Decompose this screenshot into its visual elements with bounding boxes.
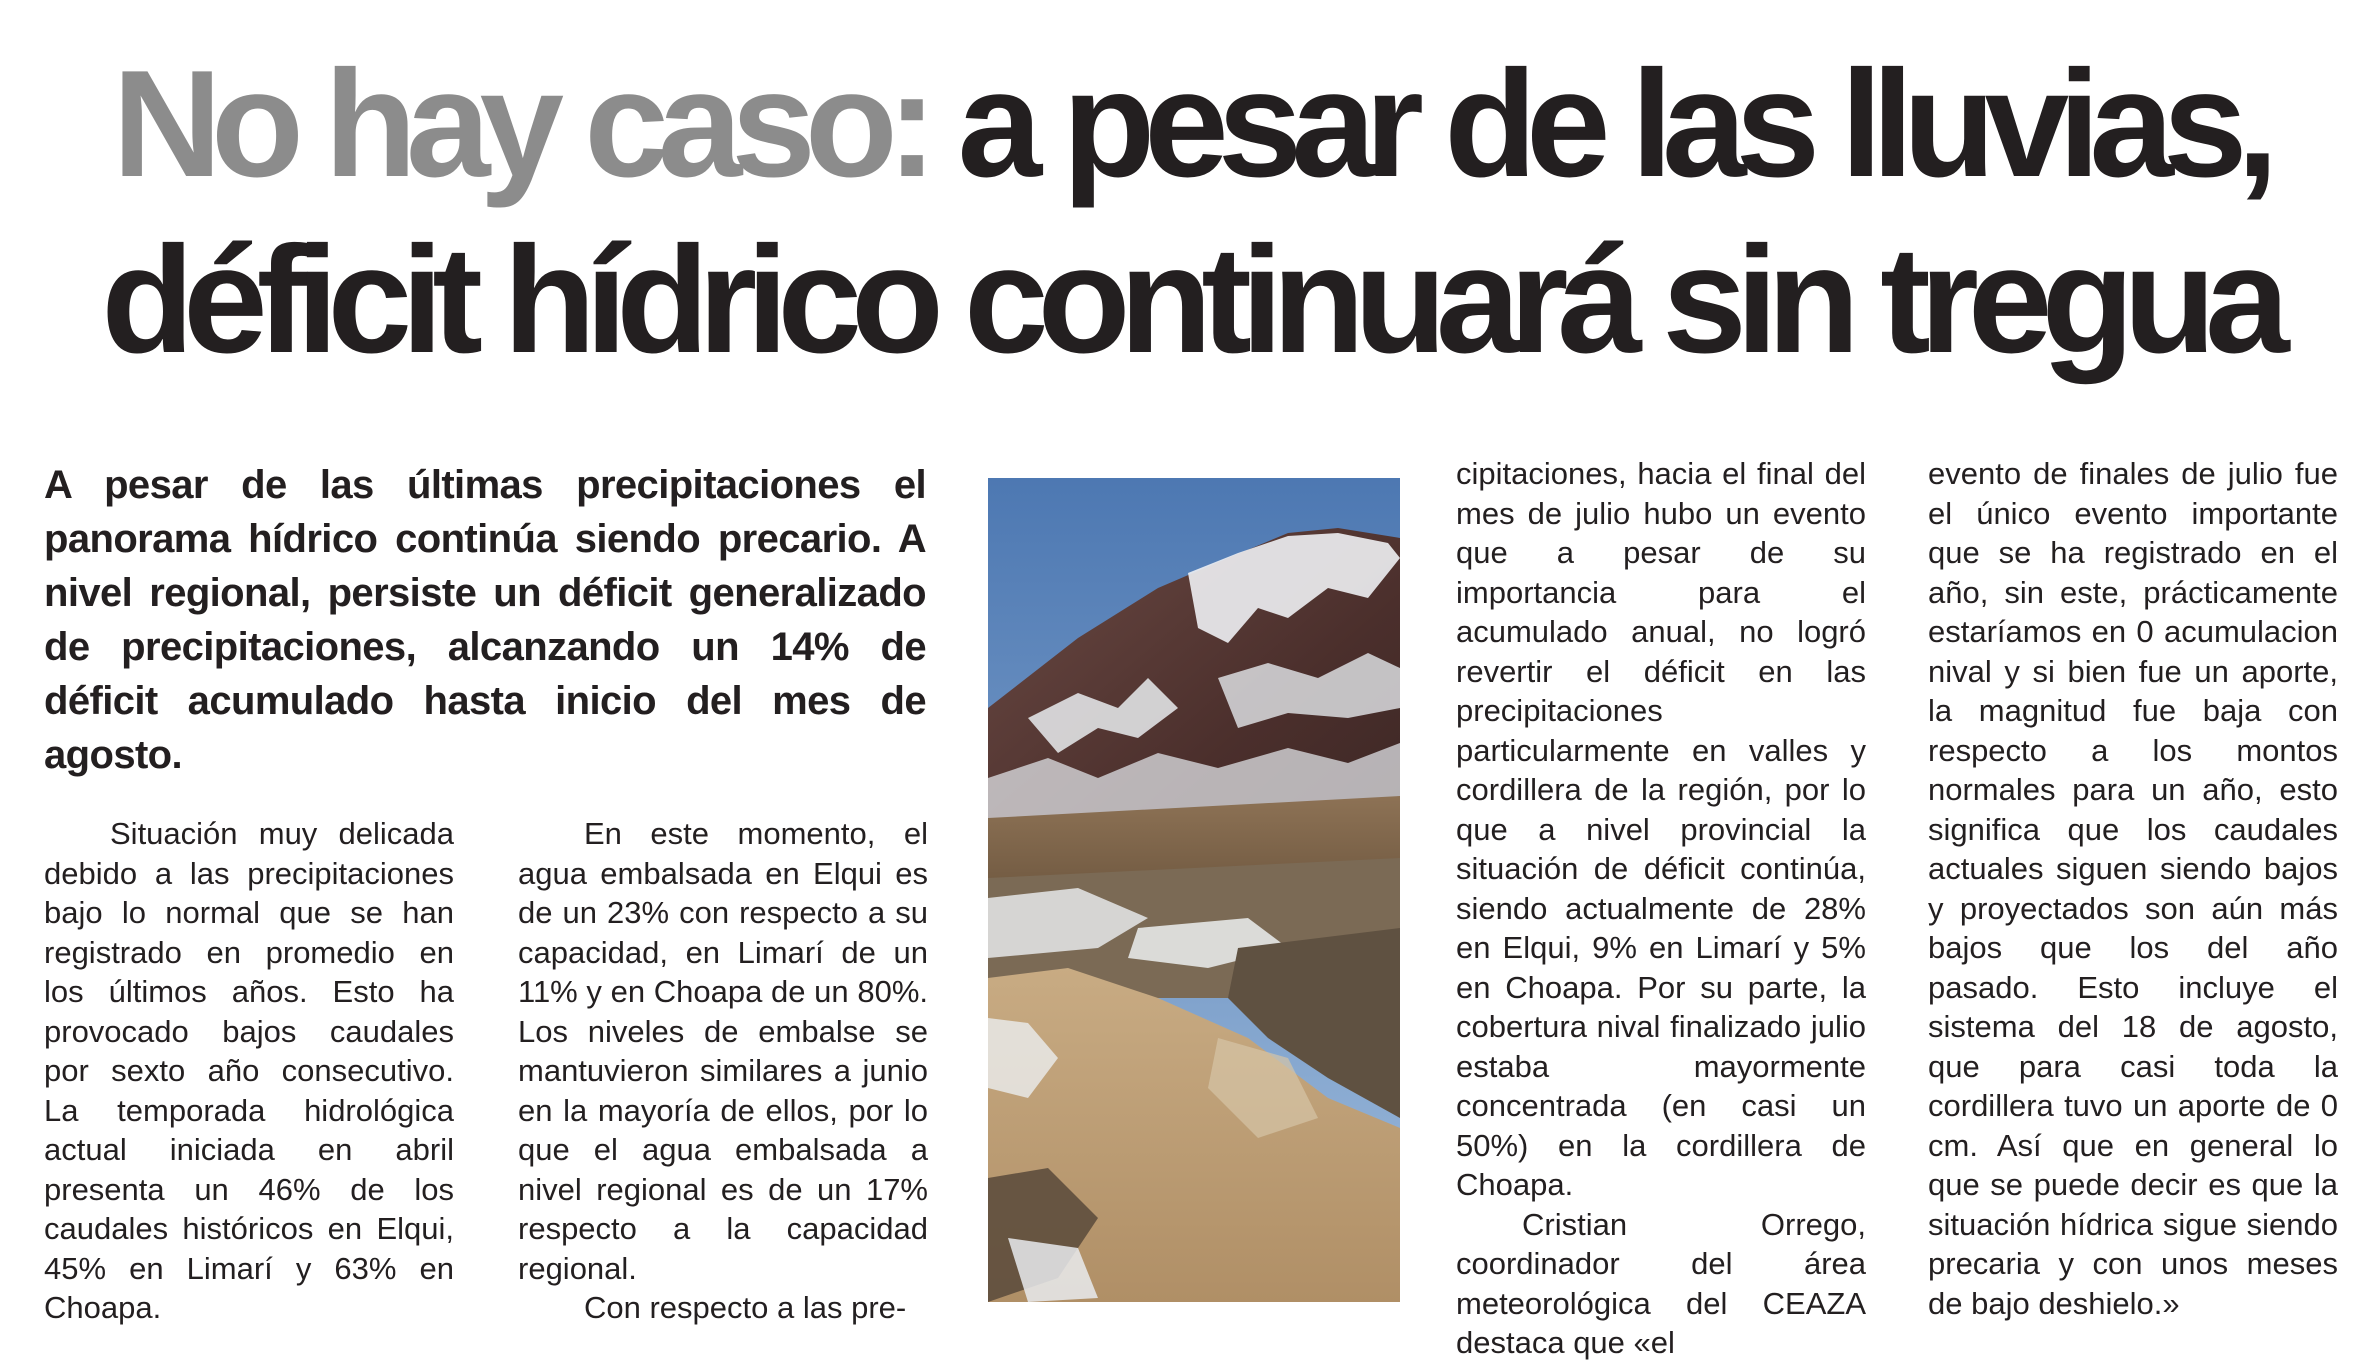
body-column-2 — [518, 814, 928, 1328]
body-column-4 — [1928, 454, 2338, 1323]
photo-illustration — [988, 478, 1400, 1302]
column-4-paragraph: evento de finales de julio fue el único evento importante que se ha registrado en el año, sin este, prácticamente estaríamos en 0 acumulacion nival y si bien fue un aporte, la magnitud fue baja con respecto a los montos normales para un año, esto significa que los caudales actuales siguen siendo bajos y proyectados son aún más bajos que los del año pasado. Esto incluye el sistema del 18 de agosto, que para casi toda la cordillera tuvo un aporte de 0 cm. Así que en general lo que se puede decir es que la situación hídrica sigue siendo precaria y con unos meses de bajo deshielo.» — [1928, 456, 2338, 1321]
body-column-1 — [44, 814, 454, 1328]
column-3-paragraph-2: Cristian Orrego, coordinador del área meteorológica del CEAZA destaca que «el — [1456, 1206, 1866, 1360]
headline-line-2: déficit hídrico continuará sin tregua — [101, 215, 2279, 385]
column-1-paragraph: Situación muy delicada debido a las precipitaciones bajo lo normal que se han registrado en promedio en los últimos años. Esto ha provocado bajos caudales por sexto año consecutivo. La temporada hidrológica actual iniciada en abril presenta un 46% de los caudales históricos en Elqui, 45% en Limarí y 63% en Choapa. — [44, 816, 454, 1325]
lead-paragraph: A pesar de las últimas precipitaciones el panorama hídrico continúa siendo precario. A nivel regional, persiste un déficit generalizado de precipitaciones, alcanzando un 14% de déficit acumulado hasta inicio del mes de agosto. — [44, 463, 926, 777]
headline-rest: a pesar de las lluvias, — [926, 39, 2268, 209]
column-3-paragraph-1: cipitaciones, hacia el final del mes de julio hubo un evento que a pesar de su importancia para el acumulado anual, no logró revertir el déficit en las precipitaciones particularmente en valles y cordillera de la región, por lo que a nivel provincial la situación de déficit continúa, siendo actualmente de 28% en Elqui, 9% en Limarí y 5% en Choapa. Por su parte, la cobertura nival finalizado julio estaba mayormente concentrada (en casi un 50%) en la cordillera de Choapa. — [1456, 456, 1866, 1202]
mountain-river-photo — [988, 478, 1400, 1302]
headline — [0, 36, 2380, 388]
column-2-paragraph-1: En este momento, el agua embalsada en Elqui es de un 23% con respecto a su capacidad, en Limarí de un 11% y en Choapa de un 80%. Los niveles de embalse se mantuvieron similares a junio en la mayoría de ellos, por lo que el agua embalsada a nivel regional es de un 17% respecto a la capacidad regional. — [518, 816, 928, 1286]
headline-kicker: No hay caso: — [112, 39, 927, 209]
column-2-paragraph-2: Con respecto a las pre- — [584, 1290, 907, 1325]
body-column-3 — [1456, 454, 1866, 1363]
